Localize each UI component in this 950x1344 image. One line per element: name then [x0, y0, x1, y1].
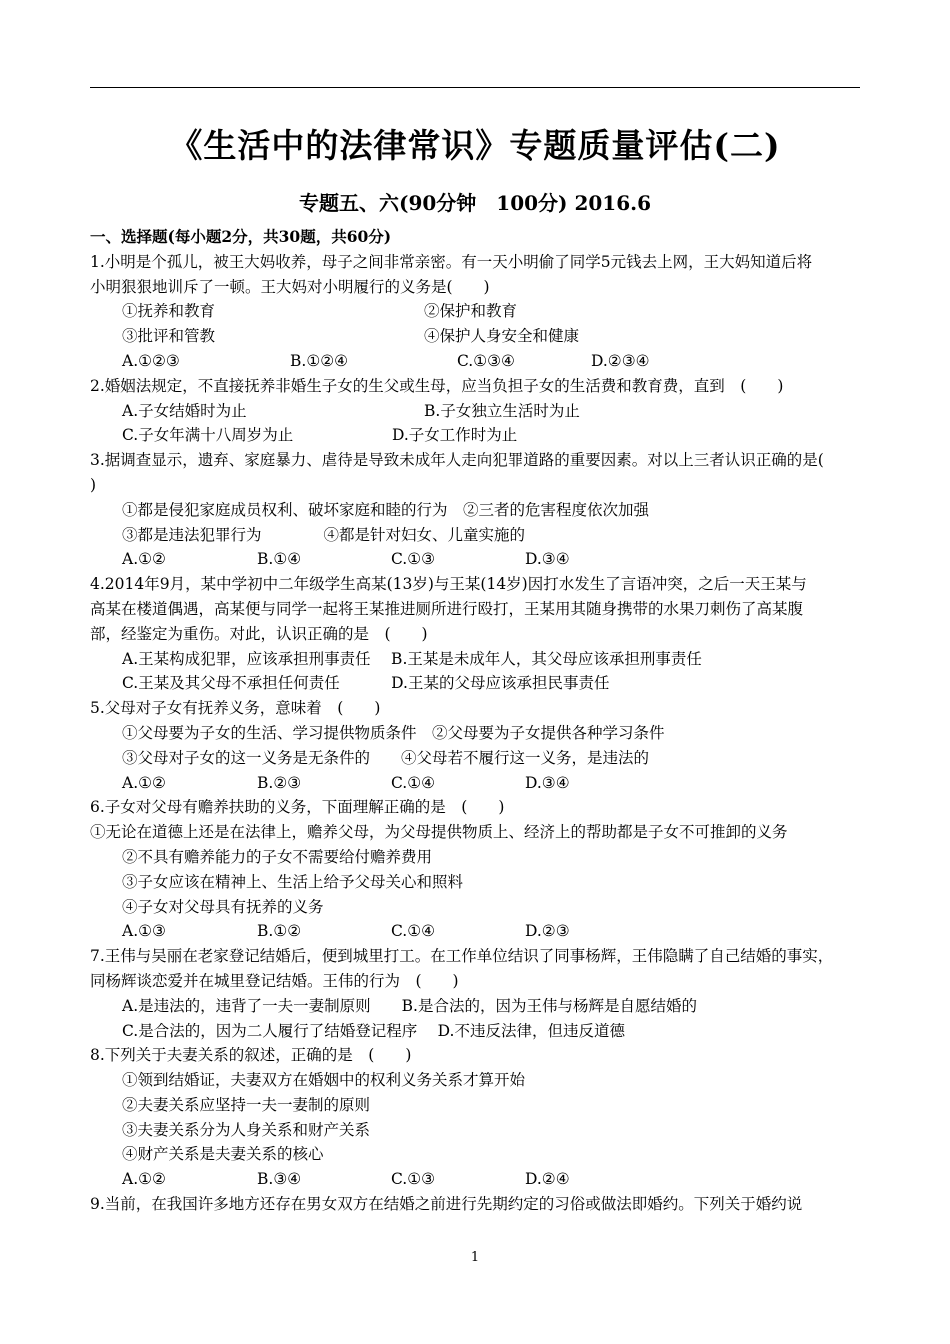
question-4-stem: 4.2014年9月，某中学初中二年级学生高某(13岁)与王某(14岁)因打水发生了言语冲突，之后一天王某与 — [90, 575, 807, 594]
option-a: A.①② — [122, 773, 166, 792]
option-a: A.①③ — [122, 922, 166, 941]
option-d: D.②③④ — [591, 351, 650, 370]
question-8-stem: 8.下列关于夫妻关系的叙述，正确的是 ( ) — [90, 1046, 412, 1065]
question-6-item: ③子女应该在精神上、生活上给予父母关心和照料 — [122, 872, 464, 891]
question-1-options — [90, 349, 870, 374]
question-4-stem-cont: 高某在楼道偶遇，高某便与同学一起将王某推进厕所进行殴打，王某用其随身携带的水果刀刺伤了高某腹 — [90, 599, 804, 618]
option-c: C.①④ — [391, 922, 436, 941]
question-1-stem-cont: 小明狠狠地训斥了一顿。王大妈对小明履行的义务是( ) — [90, 277, 490, 296]
question-6-stem: 6.子女对父母有赡养扶助的义务，下面理解正确的是 ( ) — [90, 798, 505, 817]
option-c: C.①④ — [391, 773, 436, 792]
document-body — [90, 225, 870, 1217]
question-3-options — [90, 547, 870, 572]
document-subtitle: 专题五、六(90分钟 100分) 2016.6 — [298, 191, 651, 215]
question-7-options-row2: C.是合法的，因为二人履行了结婚登记程序 D.不违反法律，但违反道德 — [122, 1021, 625, 1040]
question-3-items-row1: ①都是侵犯家庭成员权利、破坏家庭和睦的行为 ②三者的危害程度依次加强 — [122, 500, 650, 519]
question-6-item: ④子女对父母具有抚养的义务 — [122, 897, 324, 916]
header-rule — [90, 87, 860, 88]
option-b: B.②③ — [257, 773, 302, 792]
option-b: B.①②④ — [290, 351, 349, 370]
option-c: C.①③ — [391, 550, 436, 569]
option-a: A.①② — [122, 550, 166, 569]
question-1-item: ④保护人身安全和健康 — [424, 327, 580, 346]
question-6-item: ②不具有赡养能力的子女不需要给付赡养费用 — [122, 847, 433, 866]
question-2-options-row1 — [90, 399, 870, 424]
option-a: A.子女结婚时为止 — [122, 401, 247, 420]
question-4-stem-cont: 部，经鉴定为重伤。对此，认识正确的是 ( ) — [90, 624, 428, 643]
option-b: B.①④ — [257, 550, 302, 569]
question-5-items-row1: ①父母要为子女的生活、学习提供物质条件 ②父母要为子女提供各种学习条件 — [122, 723, 665, 742]
question-9-stem: 9.当前，在我国许多地方还存在男女双方在结婚之前进行先期约定的习俗或做法即婚约。下列关于婚约说 — [90, 1195, 803, 1214]
question-1-stem: 1.小明是个孤儿，被王大妈收养，母子之间非常亲密。有一天小明偷了同学5元钱去上网，王大妈知道后将 — [90, 252, 813, 271]
question-6-options — [90, 919, 870, 944]
option-b: B.①② — [257, 922, 302, 941]
option-d: D.子女工作时为止 — [392, 426, 518, 445]
question-5-items-row2: ③父母对子女的这一义务是无条件的 ④父母若不履行这一义务，是违法的 — [122, 748, 650, 767]
question-1-items-row1 — [90, 299, 870, 324]
question-6-item: ①无论在道德上还是在法律上，赡养父母，为父母提供物质上、经济上的帮助都是子女不可推卸的义务 — [90, 823, 788, 842]
option-a: A.①② — [122, 1170, 166, 1189]
question-1-item: ③批评和管教 — [122, 327, 216, 346]
question-7-options-row1: A.是违法的，违背了一夫一妻制原则 B.是合法的，因为王伟与杨辉是自愿结婚的 — [122, 996, 697, 1015]
question-5-options — [90, 771, 870, 796]
option-d: D.③④ — [525, 550, 570, 569]
question-8-item: ②夫妻关系应坚持一夫一妻制的原则 — [122, 1095, 371, 1114]
question-8-options — [90, 1167, 870, 1192]
question-1-item: ①抚养和教育 — [122, 302, 216, 321]
document-title: 《生活中的法律常识》专题质量评估(二) — [169, 126, 781, 165]
option-c: C.子女年满十八周岁为止 — [122, 426, 294, 445]
option-b: B.子女独立生活时为止 — [424, 401, 580, 420]
question-1-item: ②保护和教育 — [424, 302, 518, 321]
question-2-options-row2 — [90, 423, 870, 448]
option-a: A.①②③ — [122, 351, 180, 370]
page-number: 1 — [470, 1250, 480, 1265]
question-2-stem: 2.婚姻法规定，不直接抚养非婚生子女的生父或生母，应当负担子女的生活费和教育费，直到 ( ) — [90, 376, 784, 395]
question-1-items-row2 — [90, 324, 870, 349]
question-4-options-row2: C.王某及其父母不承担任何责任 D.王某的父母应该承担民事责任 — [122, 674, 610, 693]
option-d: D.②③ — [525, 922, 570, 941]
question-7-stem: 7.王伟与吴丽在老家登记结婚后，便到城里打工。在工作单位结识了同事杨辉，王伟隐瞒了自己结婚的事实， — [90, 947, 834, 966]
option-d: D.③④ — [525, 773, 570, 792]
question-7-stem-cont: 同杨辉谈恋爱并在城里登记结婚。王伟的行为 ( ) — [90, 971, 459, 990]
option-b: B.③④ — [257, 1170, 302, 1189]
option-c: C.①③④ — [457, 351, 515, 370]
question-8-item: ③夫妻关系分为人身关系和财产关系 — [122, 1120, 371, 1139]
question-3-stem-cont: ) — [90, 475, 97, 494]
question-5-stem: 5.父母对子女有抚养义务，意味着 ( ) — [90, 699, 381, 718]
option-d: D.②④ — [525, 1170, 570, 1189]
option-c: C.①③ — [391, 1170, 436, 1189]
question-3-items-row2: ③都是违法犯罪行为 ④都是针对妇女、儿童实施的 — [122, 525, 526, 544]
question-4-options-row1: A.王某构成犯罪，应该承担刑事责任 B.王某是未成年人，其父母应该承担刑事责任 — [122, 649, 702, 668]
section-heading: 一、选择题(每小题2分，共30题，共60分) — [90, 227, 392, 246]
question-8-item: ①领到结婚证，夫妻双方在婚姻中的权利义务关系才算开始 — [122, 1071, 526, 1090]
question-3-stem: 3.据调查显示，遗弃、家庭暴力、虐待是导致未成年人走向犯罪道路的重要因素。对以上三者认识正确的是( — [90, 451, 824, 470]
question-8-item: ④财产关系是夫妻关系的核心 — [122, 1145, 324, 1164]
